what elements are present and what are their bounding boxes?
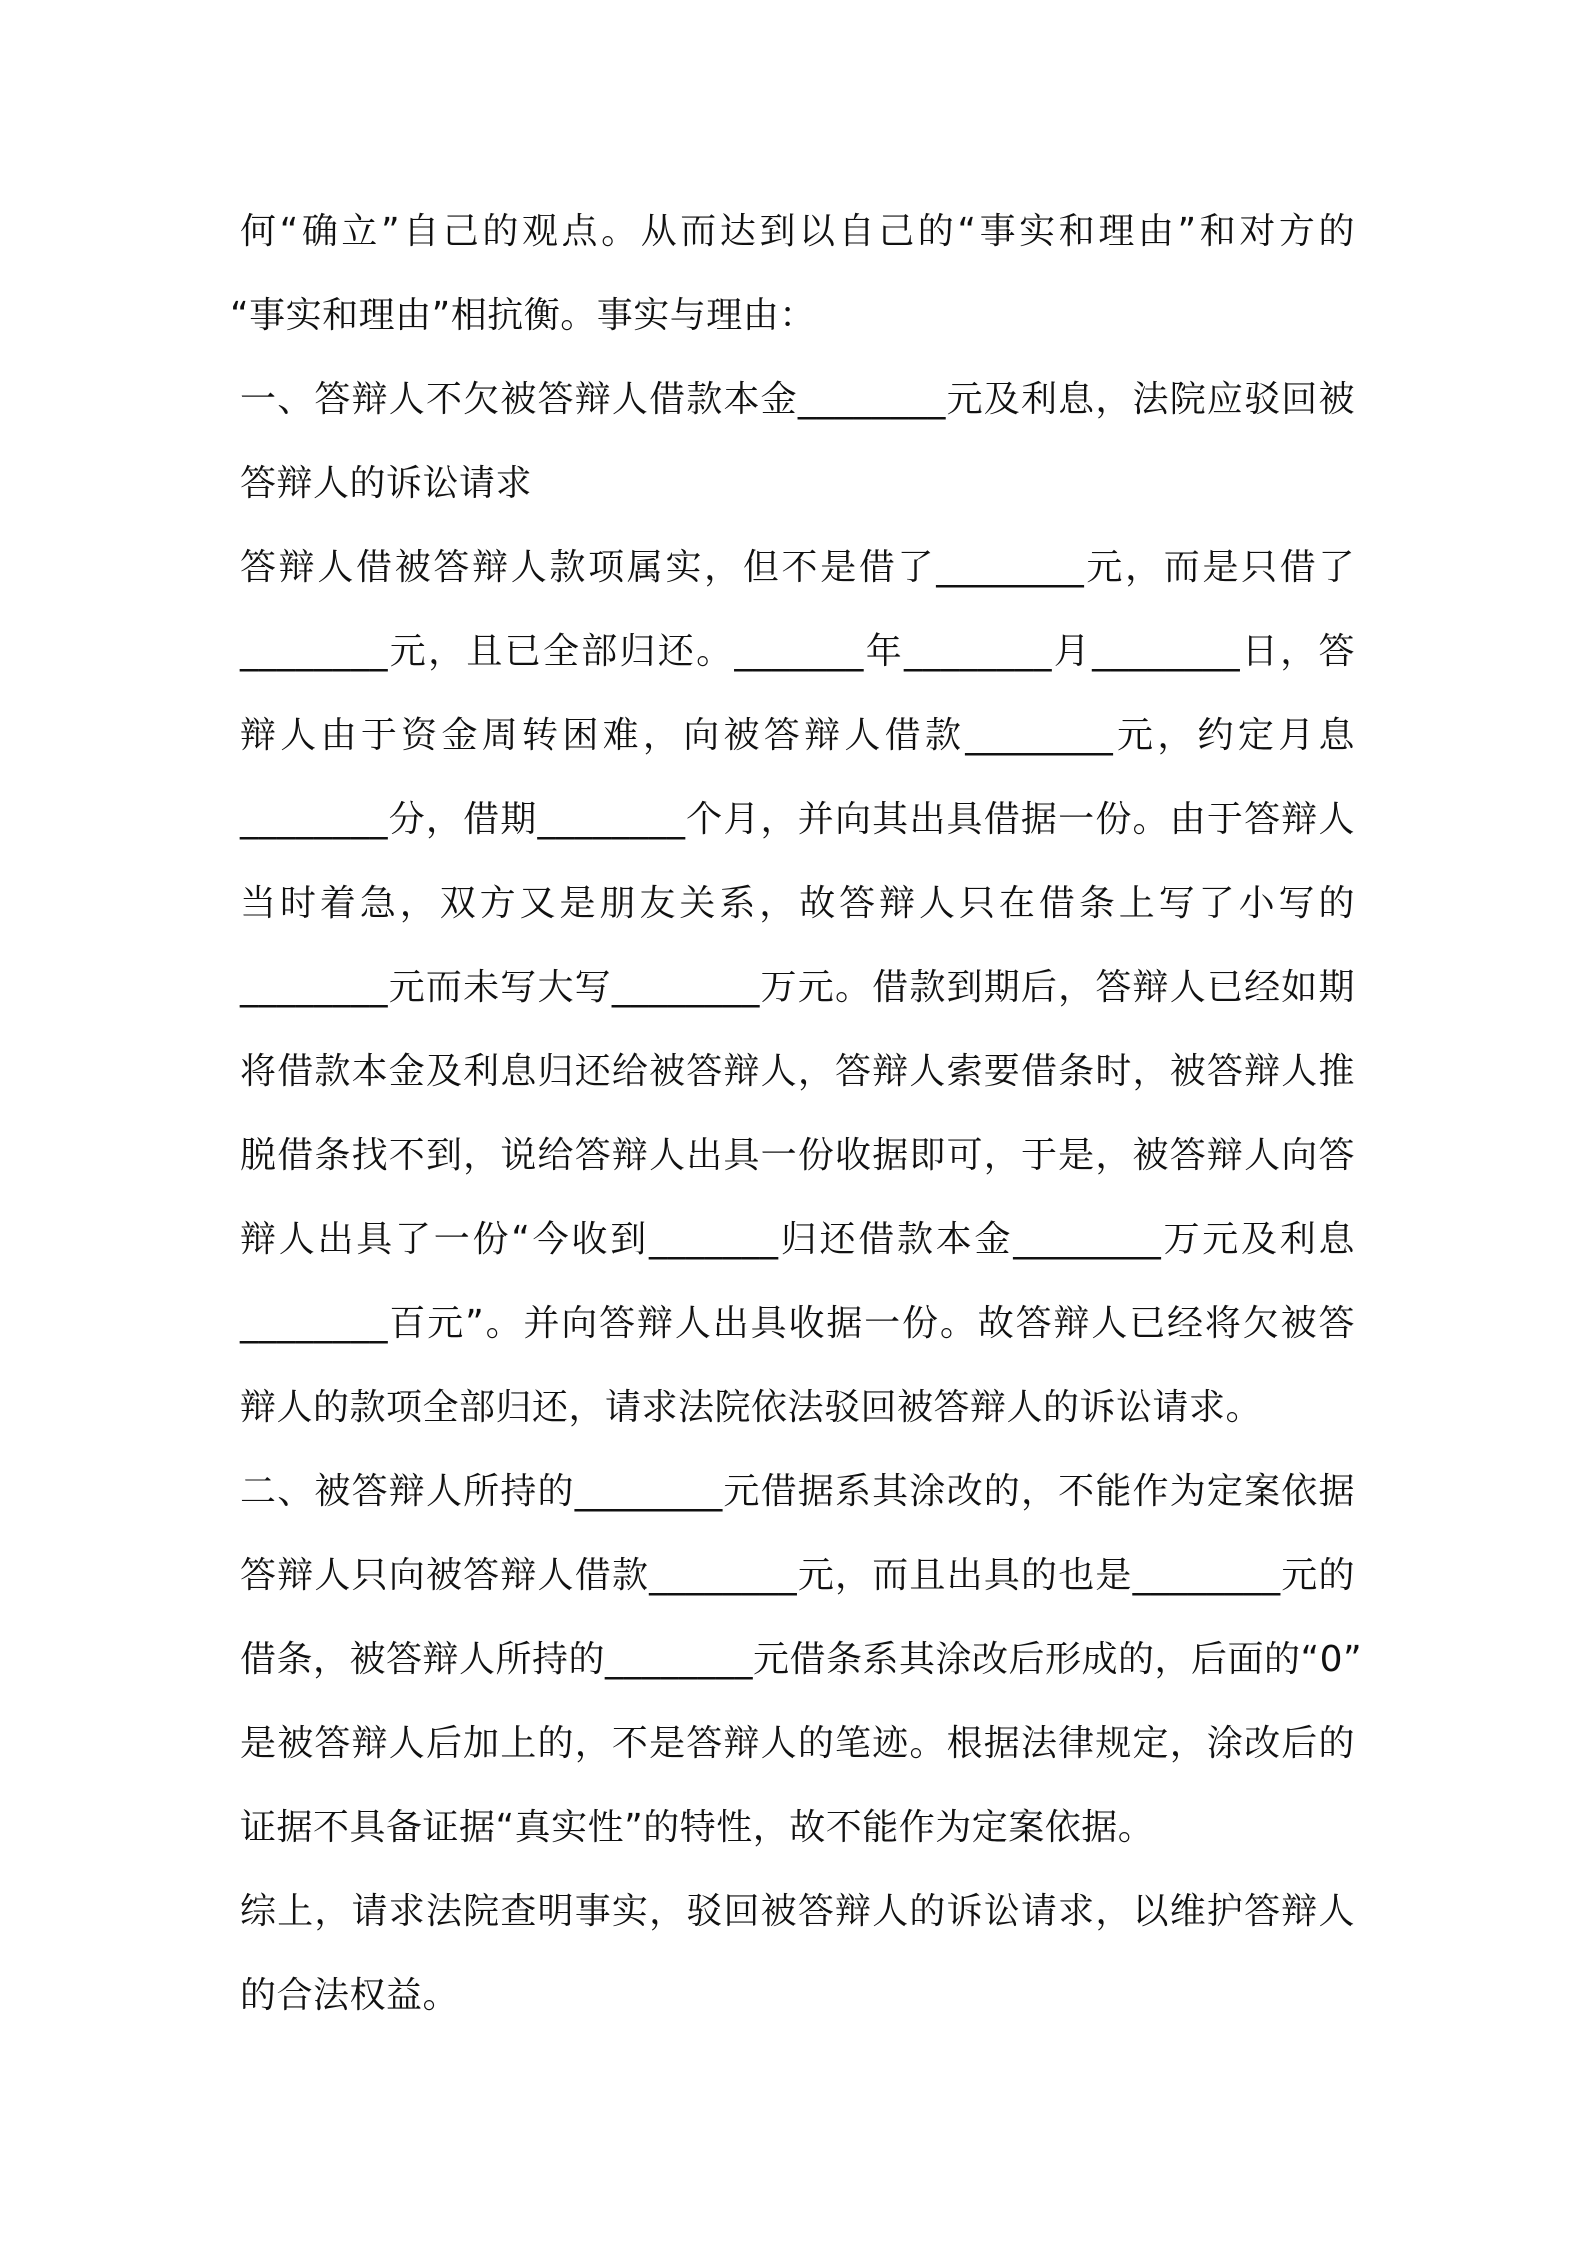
text-line: 证据不具备证据“真实性”的特性，故不能作为定案依据。 — [240, 1807, 1155, 1848]
text-line: 将借款本金及利息归还给被答辩人，答辩人索要借条时，被答辩人推 — [240, 1051, 1355, 1092]
text-line: ________元而未写大写________万元。借款到期后，答辩人已经如期 — [240, 967, 1355, 1008]
text-line: ________元，且已全部归还。_______年________月________日，答 — [240, 631, 1355, 672]
text-line: ________分，借期________个月，并向其出具借据一份。由于答辩人 — [240, 799, 1355, 840]
text-line: 综上，请求法院查明事实，驳回被答辩人的诉讼请求，以维护答辩人 — [240, 1891, 1355, 1932]
document-body — [230, 190, 1363, 2038]
text-line: “事实和理由”相抗衡。事实与理由： — [230, 295, 816, 336]
text-line: 是被答辩人后加上的，不是答辩人的笔迹。根据法律规定，涂改后的 — [240, 1723, 1355, 1764]
text-line: 脱借条找不到，说给答辩人出具一份收据即可，于是，被答辩人向答 — [240, 1135, 1355, 1176]
text-line: 答辩人只向被答辩人借款________元，而且出具的也是________元的 — [240, 1555, 1355, 1596]
section-heading: 一、答辩人不欠被答辩人借款本金________元及利息，法院应驳回被 — [240, 379, 1355, 420]
text-line: 借条，被答辩人所持的________元借条系其涂改后形成的，后面的“0” — [240, 1639, 1363, 1680]
text-line: 辩人出具了一份“今收到_______归还借款本金________万元及利息 — [240, 1219, 1355, 1260]
text-line: 辩人由于资金周转困难，向被答辩人借款________元，约定月息 — [240, 715, 1355, 756]
text-line: 当时着急，双方又是朋友关系，故答辩人只在借条上写了小写的 — [240, 883, 1355, 924]
text-line: ________百元”。并向答辩人出具收据一份。故答辩人已经将欠被答 — [240, 1303, 1355, 1344]
text-line: 何“确立”自己的观点。从而达到以自己的“事实和理由”和对方的 — [240, 211, 1355, 252]
text-line: 的合法权益。 — [240, 1975, 460, 2016]
section-heading: 答辩人的诉讼请求 — [240, 463, 533, 504]
text-line: 辩人的款项全部归还，请求法院依法驳回被答辩人的诉讼请求。 — [240, 1387, 1263, 1428]
text-line: 答辩人借被答辩人款项属实，但不是借了________元，而是只借了 — [240, 547, 1355, 588]
section-heading: 二、被答辩人所持的________元借据系其涂改的，不能作为定案依据 — [240, 1471, 1355, 1512]
